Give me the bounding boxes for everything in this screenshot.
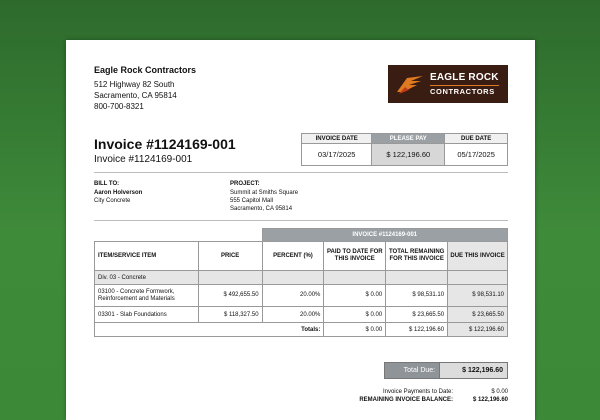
- payments-value: $ 0.00: [491, 389, 508, 395]
- column-header-price: PRICE: [198, 242, 262, 271]
- balance-label: REMAINING INVOICE BALANCE:: [359, 397, 453, 403]
- bill-to-company: City Concrete: [94, 198, 131, 204]
- table-row: [95, 307, 508, 323]
- row-price: $ 118,327.50: [198, 307, 262, 323]
- row-remaining: $ 23,665.50: [386, 307, 448, 323]
- divider: [94, 172, 508, 173]
- column-header-remaining: TOTAL REMAINING FOR THIS INVOICE: [386, 242, 448, 271]
- total-due-value: $ 122,196.60: [440, 363, 508, 379]
- logo-line-1: EAGLE ROCK: [430, 72, 499, 83]
- row-due: $ 23,665.50: [448, 307, 508, 323]
- project-address-1: 555 Capitol Mall: [230, 198, 274, 204]
- invoice-document: [66, 40, 535, 420]
- logo-line-2: CONTRACTORS: [430, 85, 499, 96]
- please-pay-value: $ 122,196.60: [372, 144, 445, 166]
- total-due-box: [384, 362, 508, 379]
- total-due-label: Total Due:: [385, 363, 440, 379]
- due-date-value: 05/17/2025: [445, 144, 508, 166]
- divider: [94, 220, 508, 221]
- company-address-2: Sacramento, CA 95814: [94, 91, 177, 100]
- company-phone: 800-700-8321: [94, 102, 144, 111]
- project-block: [230, 181, 298, 213]
- row-paid: $ 0.00: [324, 285, 386, 307]
- totals-due: $ 122,196.60: [448, 323, 508, 337]
- row-paid: $ 0.00: [324, 307, 386, 323]
- invoice-heading: [94, 136, 236, 165]
- invoice-title: Invoice #1124169-001: [94, 136, 236, 152]
- totals-paid: $ 0.00: [324, 323, 386, 337]
- row-remaining: $ 98,531.10: [386, 285, 448, 307]
- project-address-2: Sacramento, CA 95814: [230, 206, 293, 212]
- bill-to-label: BILL TO:: [94, 181, 120, 187]
- company-logo: [388, 65, 508, 103]
- balance-value: $ 122,196.60: [472, 397, 508, 403]
- row-item: 03301 - Slab Foundations: [95, 307, 199, 323]
- row-percent: 20.00%: [262, 285, 324, 307]
- bill-to-name: Aaron Holverson: [94, 190, 143, 196]
- payments-label: Invoice Payments to Date:: [382, 389, 453, 395]
- column-header-paid: PAID TO DATE FOR THIS INVOICE: [324, 242, 386, 271]
- balance-summary: [278, 388, 508, 404]
- please-pay-label: PLEASE PAY: [372, 134, 445, 144]
- table-row: [95, 285, 508, 307]
- company-info: [94, 65, 196, 112]
- group-header: INVOICE #1124169-001: [262, 229, 507, 242]
- company-address-1: 512 Highway 82 South: [94, 80, 175, 89]
- eagle-logo-icon: [395, 72, 425, 96]
- project-name: Summit at Smiths Square: [230, 190, 299, 196]
- row-price: $ 492,655.50: [198, 285, 262, 307]
- column-header-percent: PERCENT (%): [262, 242, 324, 271]
- row-percent: 20.00%: [262, 307, 324, 323]
- row-due: $ 98,531.10: [448, 285, 508, 307]
- totals-remaining: $ 122,196.60: [386, 323, 448, 337]
- totals-label: Totals:: [262, 323, 324, 337]
- line-items-table: [94, 228, 508, 337]
- column-header-due: DUE THIS INVOICE: [448, 242, 508, 271]
- bill-to-block: [94, 181, 142, 205]
- company-name: Eagle Rock Contractors: [94, 65, 197, 75]
- due-date-label: DUE DATE: [445, 134, 508, 144]
- invoice-date-label: INVOICE DATE: [302, 134, 372, 144]
- column-header-item: ITEM/SERVICE ITEM: [95, 242, 199, 271]
- division-label: Div. 03 - Concrete: [95, 271, 199, 285]
- invoice-date-value: 03/17/2025: [302, 144, 372, 166]
- invoice-summary-table: [301, 133, 508, 166]
- totals-row: [95, 323, 508, 337]
- row-item: 03100 - Concrete Formwork, Reinforcement and Materials: [95, 285, 199, 307]
- project-label: PROJECT:: [230, 181, 260, 187]
- invoice-subtitle: Invoice #1124169-001: [94, 154, 193, 165]
